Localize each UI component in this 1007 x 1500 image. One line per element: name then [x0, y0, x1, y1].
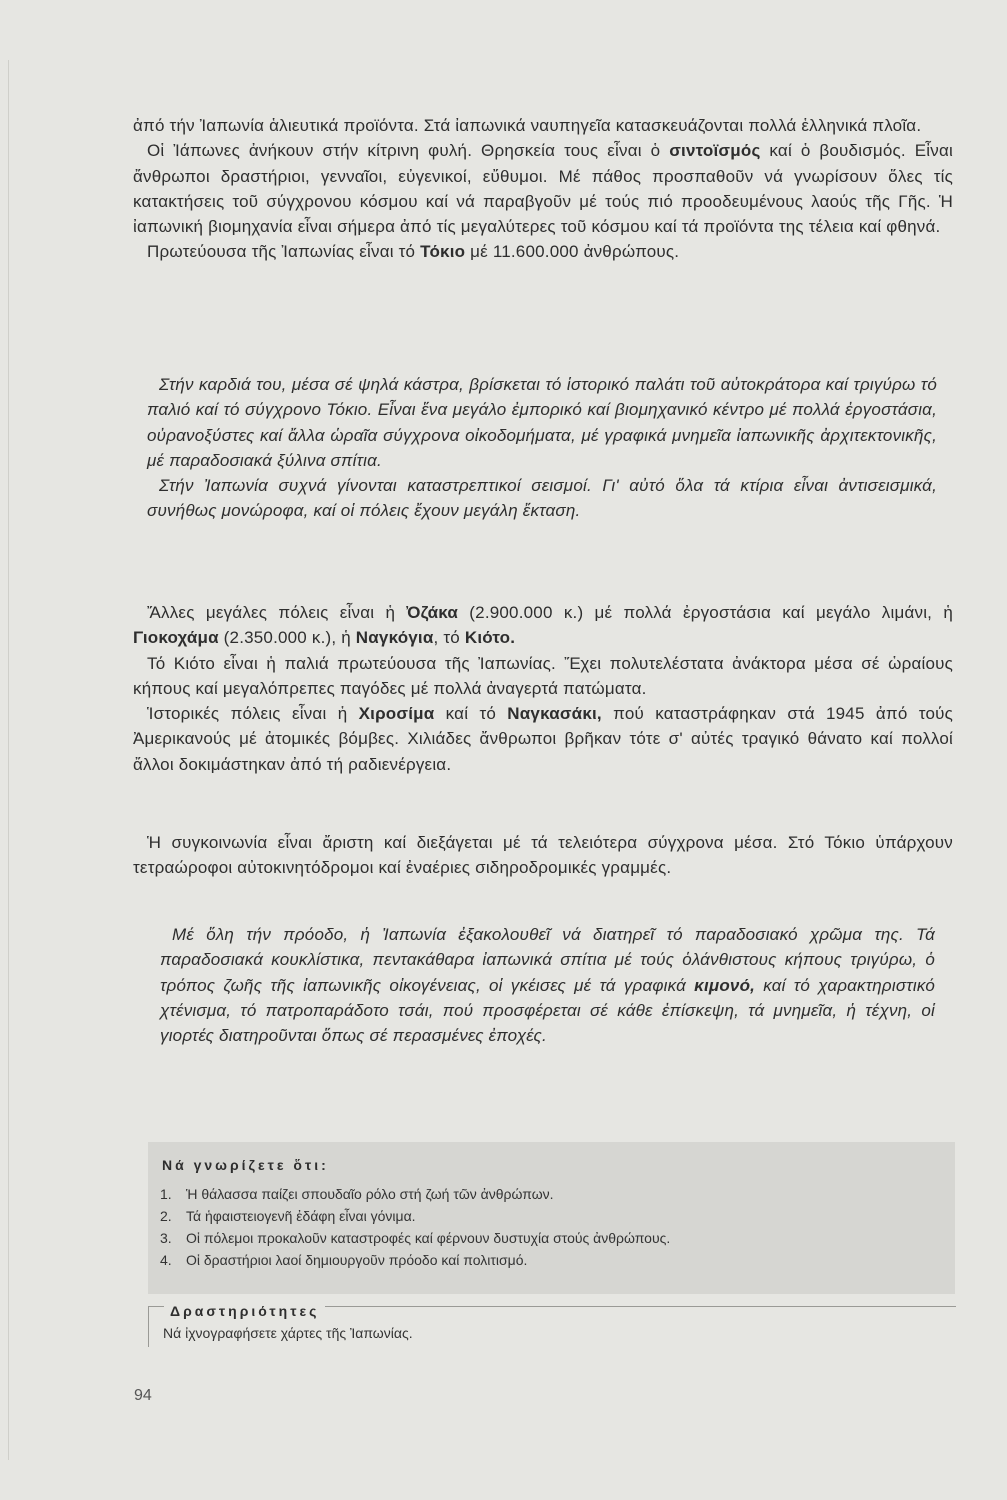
cities-paragraphs — [133, 600, 953, 777]
list-item: 2. Τά ἡφαιστειογενῆ ἐδάφη εἶναι γόνιμα. — [160, 1208, 416, 1224]
paragraph: Πρωτεύουσα τῆς Ἰαπωνίας εἶναι τό Τόκιο μέ 11.600.000 ἀνθρώπους. — [147, 242, 680, 262]
list-item: 3. Οἱ πόλεμοι προκαλοῦν καταστροφές καί φέρνουν δυστυχία στούς ἀνθρώπους. — [160, 1230, 671, 1246]
bold-term: Ναγκασάκι, — [507, 704, 602, 724]
activities-title: Δραστηριότητες — [164, 1303, 325, 1319]
bold-term: κιμονό, — [694, 975, 756, 995]
bold-term: Κιότο. — [464, 628, 516, 648]
paragraph: Στήν καρδιά του, μέσα σέ ψηλά κάστρα, βρίσκεται τό ἱστορικό παλάτι τοῦ αὐτοκράτορα καί τριγύρω τό παλιό καί τό σύγχρονο Τόκιο. Εἶναι ἕνα μεγάλο ἐμπορικό καί βιομηχανικό κέντρο μέ πολλά ἐργοστάσια, οὐρανοξύστες καί ἄλλα ὡραῖα σύγχρονα οἰκοδομήματα, μέ γραφικά μνημεῖα ἰαπωνικῆς ἀρχιτεκτονικῆς, μέ παραδοσιακά ξύλινα σπίτια. — [147, 375, 937, 470]
intro-paragraphs — [133, 113, 953, 265]
page-edge-line — [8, 60, 9, 1460]
bold-term: Ὀζάκα — [406, 603, 459, 622]
paragraph: Οἱ Ἰάπωνες ἀνήκουν στήν κίτρινη φυλή. Θρησκεία τους εἶναι ὁ σιντοϊσμός καί ὁ βουδισμός. Εἶναι ἄνθρωποι δραστήριοι, γενναῖοι, εὐγενικοί, εὔθυμοι. Μέ πάθος προσπαθοῦν νά γνωρίσουν ὅλες τίς κατακτήσεις τοῦ σύγχρονου κόσμου καί νά παραβγοῦν μέ τούς πιό προοδευμένους λαούς τῆς Γῆς. Ἡ ἰαπωνική βιομηχανία εἶναι σήμερα ἀπό τίς μεγαλύτερες τοῦ κόσμου καί τά προϊόντα της τέλεια καί φθηνά. — [133, 141, 953, 237]
paragraph: Ἡ συγκοινωνία εἶναι ἄριστη καί διεξάγεται μέ τά τελειότερα σύγχρονα μέσα. Στό Τόκιο ὑπάρχουν τετραώροφοι αὐτοκινητόδρομοι καί ἐναέριες σιδηροδρομικές γραμμές. — [133, 833, 953, 878]
page-number: 94 — [134, 1387, 152, 1404]
paragraph: Στήν Ἰαπωνία συχνά γίνονται καταστρεπτικοί σεισμοί. Γι' αὐτό ὅλα τά κτίρια εἶναι ἀντισεισμικά, συνήθως μονώροφα, καί οἱ πόλεις ἔχουν μεγάλη ἔκταση. — [147, 476, 937, 521]
bold-term: Χιροσίμα — [358, 704, 435, 724]
paragraph: Τό Κιότο εἶναι ἡ παλιά πρωτεύουσα τῆς Ἰαπωνίας. Ἔχει πολυτελέστατα ἀνάκτορα μέσα σέ ὡραίους κήπους καί μεγαλόπρεπες παγόδες μέ πολλά ἀναγερτά πατώματα. — [133, 653, 953, 698]
bold-term: Τόκιο — [420, 242, 466, 262]
paragraph: Ἱστορικές πόλεις εἶναι ἡ Χιροσίμα καί τό Ναγκασάκι, πού καταστράφηκαν στά 1945 ἀπό τούς Ἀμερικανούς μέ ἀτομικές βόμβες. Χιλιάδες ἄνθρωποι βρῆκαν τότε σ' αὐτές τραγικό θάνατο καί πολλοί ἄλλοι δοκιμάστηκαν ἀπό τή ραδιενέργεια. — [133, 704, 953, 774]
paragraph: Ἄλλες μεγάλες πόλεις εἶναι ἡ Ὀζάκα (2.900.000 κ.) μέ πολλά ἐργοστάσια καί μεγάλο λιμάνι, ἡ Γιοκοχάμα (2.350.000 κ.), ἡ Ναγκόγια, τό Κιότο. — [133, 603, 953, 648]
activities-text: Νά ἰχνογραφήσετε χάρτες τῆς Ἰαπωνίας. — [163, 1325, 413, 1341]
italic-paragraph-tradition — [160, 922, 935, 1048]
list-item: 4. Οἱ δραστήριοι λαοί δημιουργοῦν πρόοδο καί πολιτισμό. — [160, 1252, 528, 1268]
italic-paragraphs-tokyo — [147, 372, 937, 524]
bold-term: σιντοϊσμός — [669, 141, 761, 161]
paragraph: ἀπό τήν Ἰαπωνία ἁλιευτικά προϊόντα. Στά ἰαπωνικά ναυπηγεῖα κατασκευάζονται πολλά ἑλληνικά πλοῖα. — [133, 116, 922, 135]
bold-term: Ναγκόγια — [355, 628, 434, 648]
bold-term: Γιοκοχάμα — [133, 628, 219, 648]
know-box-list — [160, 1183, 670, 1271]
transport-paragraph — [133, 830, 953, 881]
paragraph: Μέ ὅλη τήν πρόοδο, ἡ Ἰαπωνία ἐξακολουθεῖ νά διατηρεῖ τό παραδοσιακό χρῶμα της. Τά παραδοσιακά κουκλίστικα, πεντακάθαρα ἰαπωνικά σπίτια μέ τούς ὁλάνθιστους κήπους τριγύρω, ὁ τρόπος ζωῆς τῆς ἰαπωνικῆς οἰκογένειας, οἱ γκέισες μέ τά γραφικά κιμονό, καί τό χαρακτηριστικό χτένισμα, τό πατροπαράδοτο τσάι, πού προσφέρεται σέ κάθε ἐπίσκεψη, τά μνημεῖα, ἡ τέχνη, οἱ γιορτές διατηροῦνται ὅπως σέ περασμένες ἐποχές. — [160, 925, 935, 1046]
list-item: 1. Ἡ θάλασσα παίζει σπουδαῖο ρόλο στή ζωή τῶν ἀνθρώπων. — [160, 1186, 554, 1202]
know-box-title: Νά γνωρίζετε ὅτι: — [162, 1157, 329, 1173]
